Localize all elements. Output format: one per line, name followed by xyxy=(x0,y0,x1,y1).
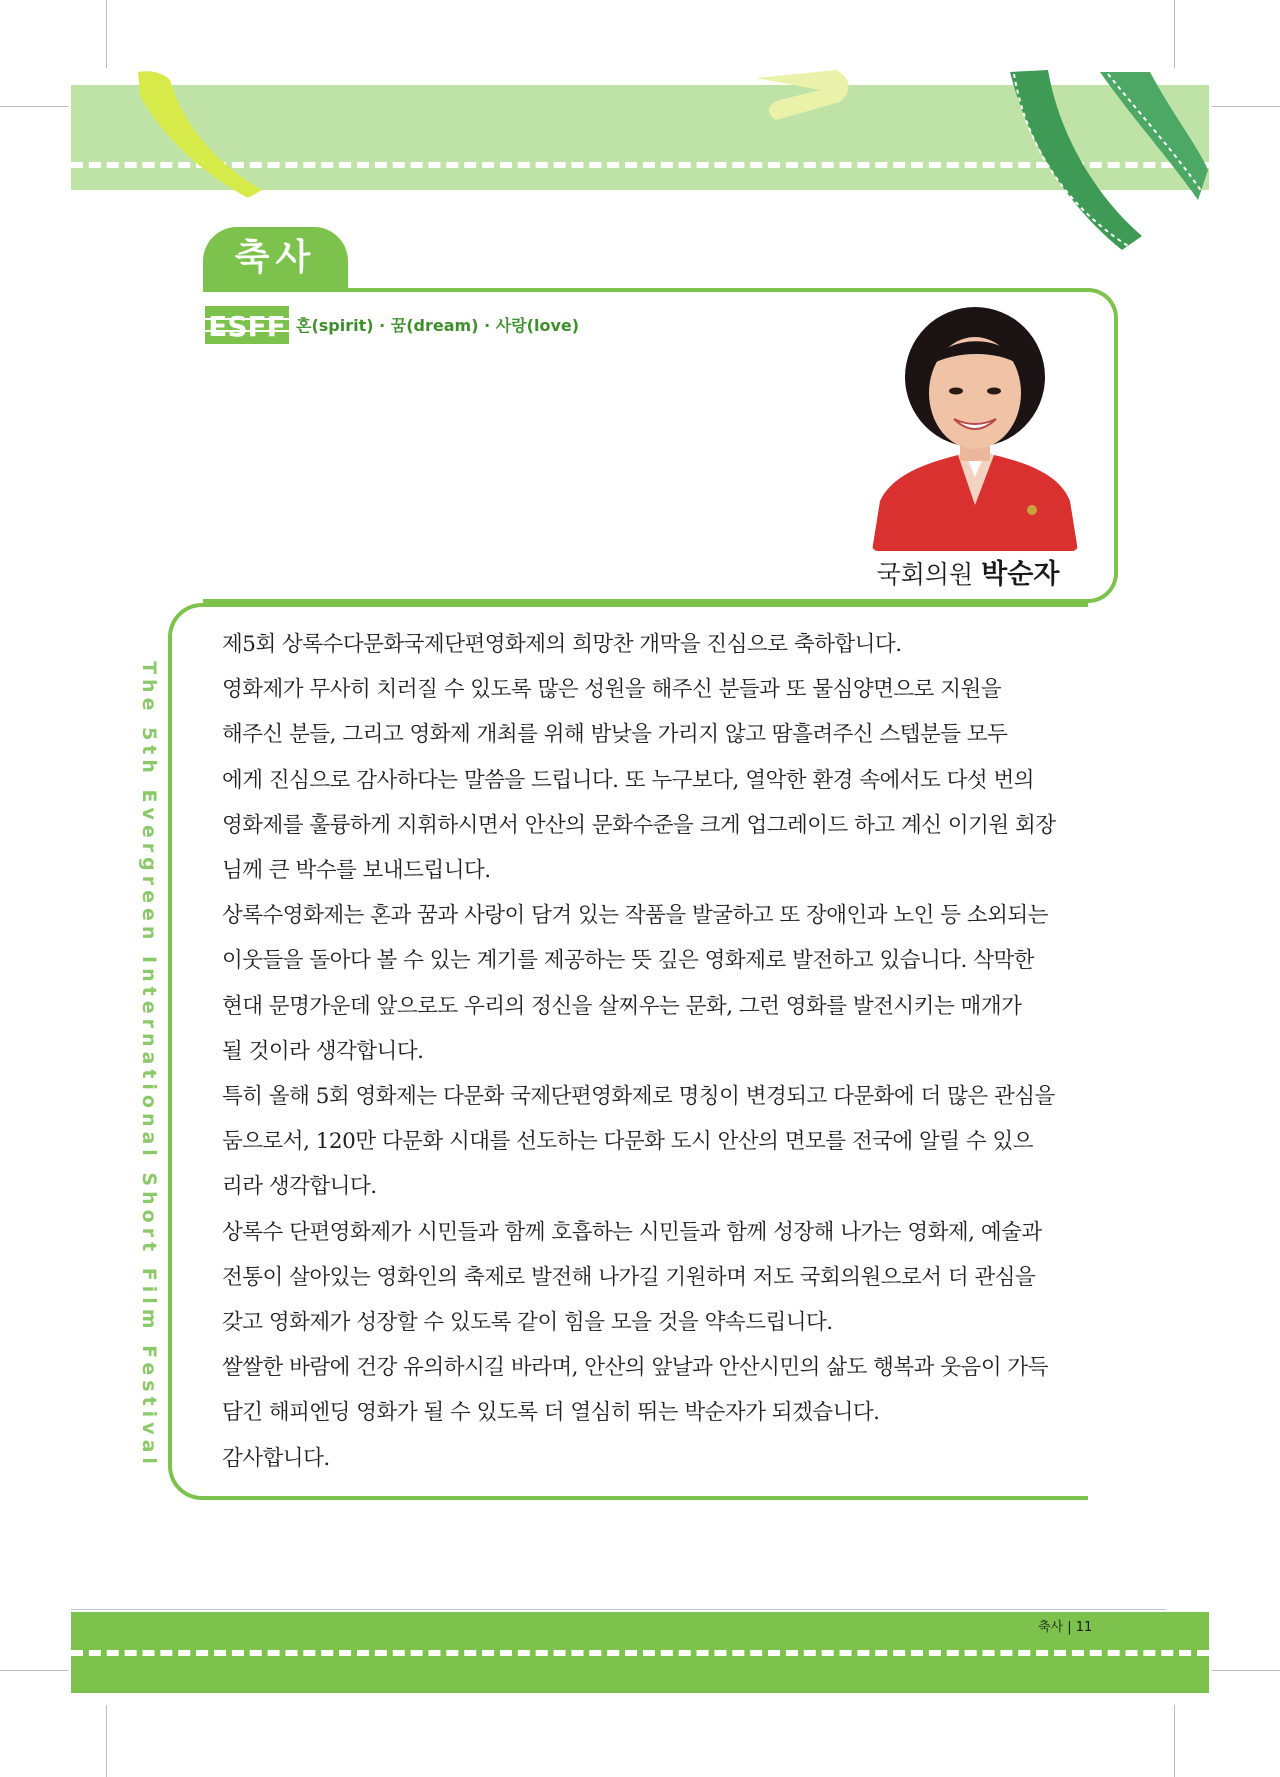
message-line: 상록수영화제는 혼과 꿈과 사랑이 담겨 있는 작품을 발굴하고 또 장애인과 노인 등 소외되는 xyxy=(222,903,1048,929)
message-line: 둠으로서, 120만 다문화 시대를 선도하는 다문화 도시 안산의 면모를 전국에 알릴 수 있으 xyxy=(222,1129,1034,1155)
crop-mark xyxy=(106,1705,107,1777)
message-line: 감사합니다. xyxy=(222,1445,330,1471)
page-label: 축사 xyxy=(1038,1620,1064,1635)
message-line: 현대 문명가운데 앞으로도 우리의 정신을 살찌우는 문화, 그런 영화를 발전시키는 매개가 xyxy=(222,993,1022,1019)
message-line: 영화제가 무사히 치러질 수 있도록 많은 성원을 해주신 분들과 또 물심양면으로 지원을 xyxy=(222,677,1002,703)
crop-mark xyxy=(0,1670,68,1671)
page-separator: | xyxy=(1067,1620,1076,1635)
message-line: 님께 큰 박수를 보내드립니다. xyxy=(222,858,491,884)
message-line: 영화제를 훌륭하게 지휘하시면서 안산의 문화수준을 크게 업그레이드 하고 계신 이기원 회장 xyxy=(222,812,1056,838)
message-line: 리라 생각합니다. xyxy=(222,1174,377,1200)
message-line: 상록수 단편영화제가 시민들과 함께 호흡하는 시민들과 함께 성장해 나가는 영화제, 예술과 xyxy=(222,1219,1042,1245)
festival-tagline: 혼(spirit) · 꿈(dream) · 사랑(love) xyxy=(296,316,580,335)
side-festival-title-text: The 5th Evergreen International Short Film Festival xyxy=(138,661,160,1469)
message-line: 특히 올해 5회 영화제는 다문화 국제단편영화제로 명칭이 변경되고 다문화에 더 많은 관심을 xyxy=(222,1084,1055,1110)
caption-name: 박순자 xyxy=(981,559,1060,590)
caption-title: 국회의원 xyxy=(876,560,974,589)
esff-logo xyxy=(205,306,289,344)
page-number xyxy=(1038,1616,1208,1635)
message-body xyxy=(222,622,1056,1481)
message-line: 담긴 해피엔딩 영화가 될 수 있도록 더 열심히 뛰는 박순자가 되겠습니다. xyxy=(222,1400,880,1426)
message-line: 전통이 살아있는 영화인의 축제로 발전해 나가길 기원하며 저도 국회의원으로서 더 관심을 xyxy=(222,1264,1036,1290)
film-ribbon-decoration xyxy=(0,0,1280,280)
crop-mark xyxy=(1174,1705,1175,1777)
message-line: 해주신 분들, 그리고 영화제 개최를 위해 밤낮을 가리지 않고 땀흘려주신 스텝분들 모두 xyxy=(222,722,1008,748)
crop-mark xyxy=(1212,1670,1280,1671)
portrait-caption xyxy=(868,552,1068,591)
message-line: 될 것이라 생각합니다. xyxy=(222,1038,424,1064)
message-line: 쌀쌀한 바람에 건강 유의하시길 바라며, 안산의 앞날과 안산시민의 삶도 행복과 웃음이 가득 xyxy=(222,1355,1048,1381)
message-line: 에게 진심으로 감사하다는 말씀을 드립니다. 또 누구보다, 열악한 환경 속에서도 다섯 번의 xyxy=(222,767,1035,793)
footer-dash-line xyxy=(71,1650,1209,1656)
page-number-value: 11 xyxy=(1075,1620,1093,1635)
message-line: 제5회 상록수다문화국제단편영화제의 희망찬 개막을 진심으로 축하합니다. xyxy=(222,632,902,657)
message-line: 이웃들을 돌아다 볼 수 있는 계기를 제공하는 뜻 깊은 영화제로 발전하고 있습니다. 삭막한 xyxy=(222,948,1035,974)
message-line: 갖고 영화제가 성장할 수 있도록 같이 힘을 모을 것을 약속드립니다. xyxy=(222,1310,833,1336)
portrait-photo xyxy=(872,305,1078,551)
section-title: 축사 xyxy=(203,227,348,289)
footer-rule xyxy=(71,1609,1166,1610)
esff-logo-text: ESFF xyxy=(208,310,286,343)
